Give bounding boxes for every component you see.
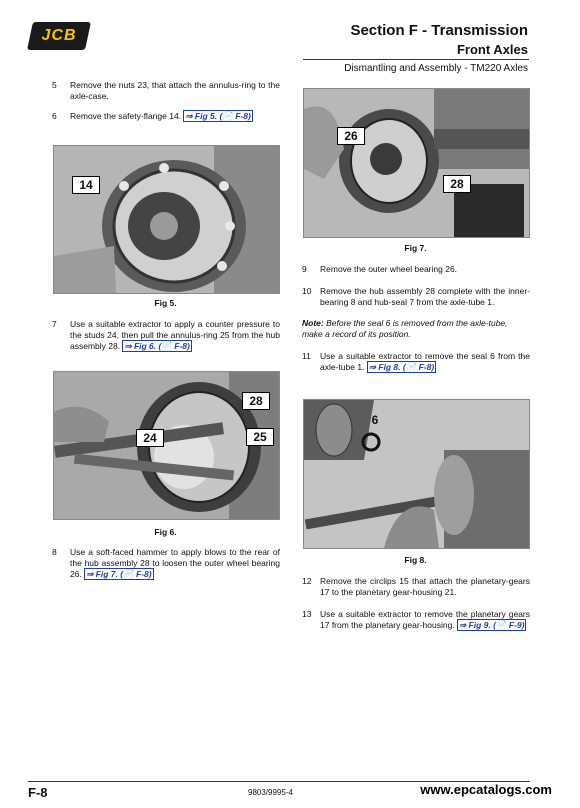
fig7-caption: Fig 7. [404, 243, 427, 253]
step-10: 10 Remove the hub assembly 28 complete with the inner-bearing 8 and hub-seal 7 from the axle-tube 1. [302, 286, 530, 307]
watermark: www.epcatalogs.com [420, 782, 552, 797]
fig7-link[interactable]: ⇒ Fig 7. (📄 F-8) [86, 569, 152, 579]
header-divider [303, 59, 529, 60]
section-subtitle: Front Axles [456, 42, 528, 57]
callout-25: 25 [246, 428, 274, 446]
hub-removal-illustration [304, 89, 529, 237]
figure-8-photo [303, 399, 530, 549]
fig6-link[interactable]: ⇒ Fig 6. (📄 F-8) [124, 341, 190, 351]
callout-6: 6 [371, 413, 379, 427]
step-9: 9 Remove the outer wheel bearing 26. [302, 264, 458, 274]
note: Note: Before the seal 6 is removed from the axle-tube, make a record of its position. [302, 318, 508, 339]
step-12: 12 Remove the circlips 15 that attach the planetary-gears 17 to the planetary gear-housing 21. [302, 576, 530, 597]
fig6-caption: Fig 6. [154, 527, 177, 537]
document-number: 9803/9995-4 [248, 788, 293, 797]
page-number: F-8 [28, 785, 48, 800]
section-title: Section F - Transmission [350, 22, 528, 39]
figure-5-photo [53, 145, 280, 294]
figure-6-photo [53, 371, 280, 520]
seal-extractor-illustration [304, 400, 529, 548]
fig5-link[interactable]: ⇒ Fig 5. (📄 F-8) [185, 111, 251, 121]
step-13: 13 Use a suitable extractor to remove the planetary gears 17 from the planetary gear-housing. ⇒ Fig 9. (📄 F-9) [302, 609, 530, 630]
step-5: 5 Remove the nuts 23, that attach the annulus-ring to the axle-case. [52, 80, 280, 101]
step-7: 7 Use a suitable extractor to apply a counter pressure to the studs 24, then pull the annulus-ring 25 from the hub assembly 28. ⇒ Fig 6. (📄 F-8) [52, 319, 280, 351]
hub-illustration [54, 146, 279, 293]
page-subheading: Dismantling and Assembly - TM220 Axles [344, 63, 528, 74]
step-8: 8 Use a soft-faced hammer to apply blows to the rear of the hub assembly 28 to loosen the outer wheel bearing 26. ⇒ Fig 7. (📄 F-8) [52, 547, 280, 579]
jcb-logo: JCB [27, 22, 91, 50]
fig5-caption: Fig 5. [154, 298, 177, 308]
step-11: 11 Use a suitable extractor to remove the seal 6 from the axle-tube 1. ⇒ Fig 8. (📄 F-8) [302, 351, 530, 372]
callout-14: 14 [72, 176, 100, 194]
fig8-link[interactable]: ⇒ Fig 8. (📄 F-8) [368, 362, 435, 372]
callout-28: 28 [242, 392, 270, 410]
callout-24: 24 [136, 429, 164, 447]
fig8-caption: Fig 8. [404, 555, 427, 565]
figure-7-photo [303, 88, 530, 238]
fig9-link[interactable]: ⇒ Fig 9. (📄 F-9) [459, 620, 525, 630]
callout-28: 28 [443, 175, 471, 193]
step-6: 6 Remove the safety-flange 14. ⇒ Fig 5. (📄 F-8) [52, 111, 251, 121]
callout-26: 26 [337, 127, 365, 145]
